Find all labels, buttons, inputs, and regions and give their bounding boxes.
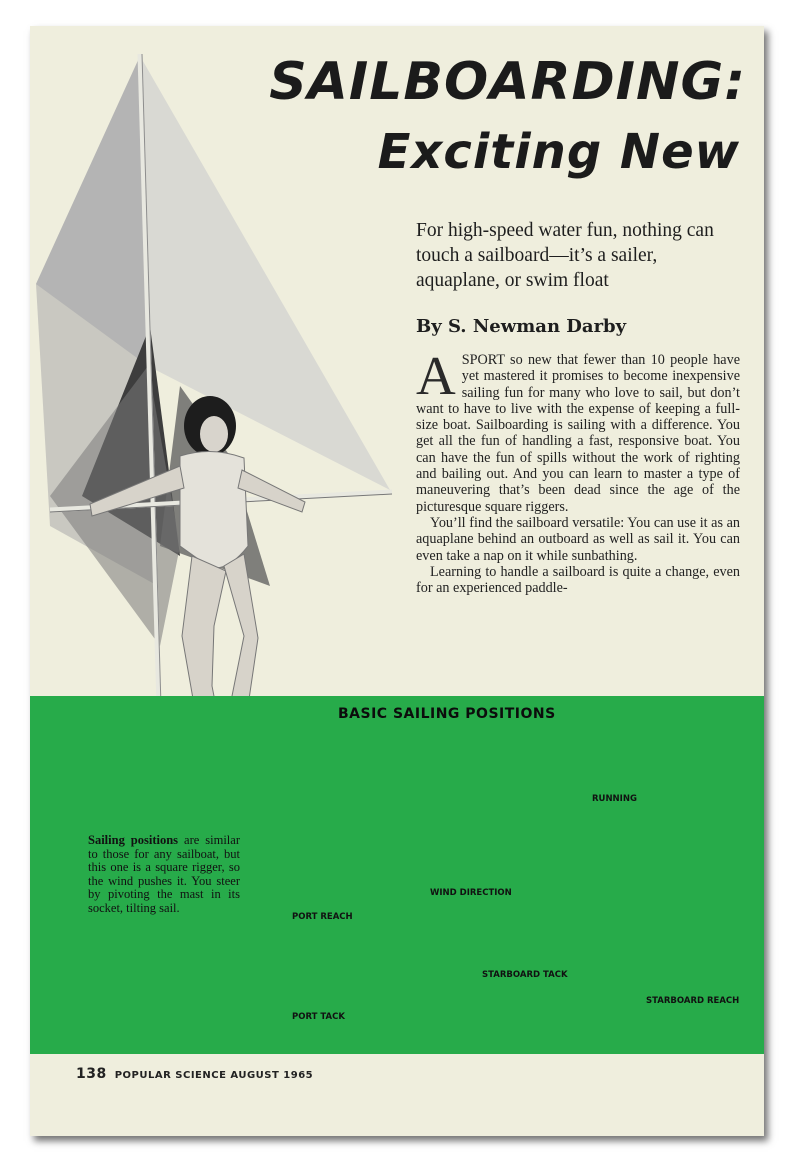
paragraph: Learning to handle a sailboard is quite a change, even for an experienced paddle-: [416, 563, 740, 597]
label-running: RUNNING: [592, 794, 637, 804]
drop-cap: A: [416, 345, 456, 406]
publication-line: POPULAR SCIENCE AUGUST 1965: [114, 1070, 314, 1081]
magazine-page: [30, 26, 764, 1136]
diagram-caption: [88, 834, 240, 916]
label-port-reach: PORT REACH: [292, 912, 353, 922]
article-title-line2: Exciting New: [377, 124, 740, 180]
label-wind-direction: WIND DIRECTION: [430, 888, 512, 898]
article-title-line1: SAILBOARDING:: [269, 52, 746, 112]
article-deck: For high-speed water fun, nothing can touch a sailboard—it’s a sailer, aquaplane, or swim float: [416, 220, 714, 291]
page-number: 138: [76, 1066, 107, 1082]
diagram-figures: [30, 26, 764, 1136]
label-starboard-tack: STARBOARD TACK: [482, 970, 568, 980]
label-port-tack: PORT TACK: [292, 1012, 345, 1022]
label-starboard-reach: STARBOARD REACH: [646, 996, 740, 1006]
article-byline: By S. Newman Darby: [416, 316, 627, 337]
paragraph-text: SPORT so new that fewer than 10 people have yet mastered it promises to become inexpensive sailing fun for many who love to sail, but don’t want to have to live with the expense of keeping a full-size boat. Sailboarding is sailing with a difference. You get all the fun of handling a fast, responsive boat. You can have the fun of spills without the work of righting and bailing out. And you can learn to master a type of maneuvering that’s been dead since the age of the picturesque square riggers.: [416, 352, 740, 515]
caption-text: are similar to those for any sailboat, but this one is a square rigger, so the wind pushes it. You steer by pivoting the mast in its socket, tilting sail.: [88, 833, 240, 915]
diagram-title: BASIC SAILING POSITIONS: [338, 706, 556, 722]
page-footer: [76, 1066, 313, 1082]
paragraph: You’ll find the sailboard versatile: You can use it as an aquaplane behind an outboard as well as sail it. You can even take a nap on it while sunbathing.: [416, 514, 740, 564]
caption-lead: Sailing positions: [88, 833, 179, 847]
